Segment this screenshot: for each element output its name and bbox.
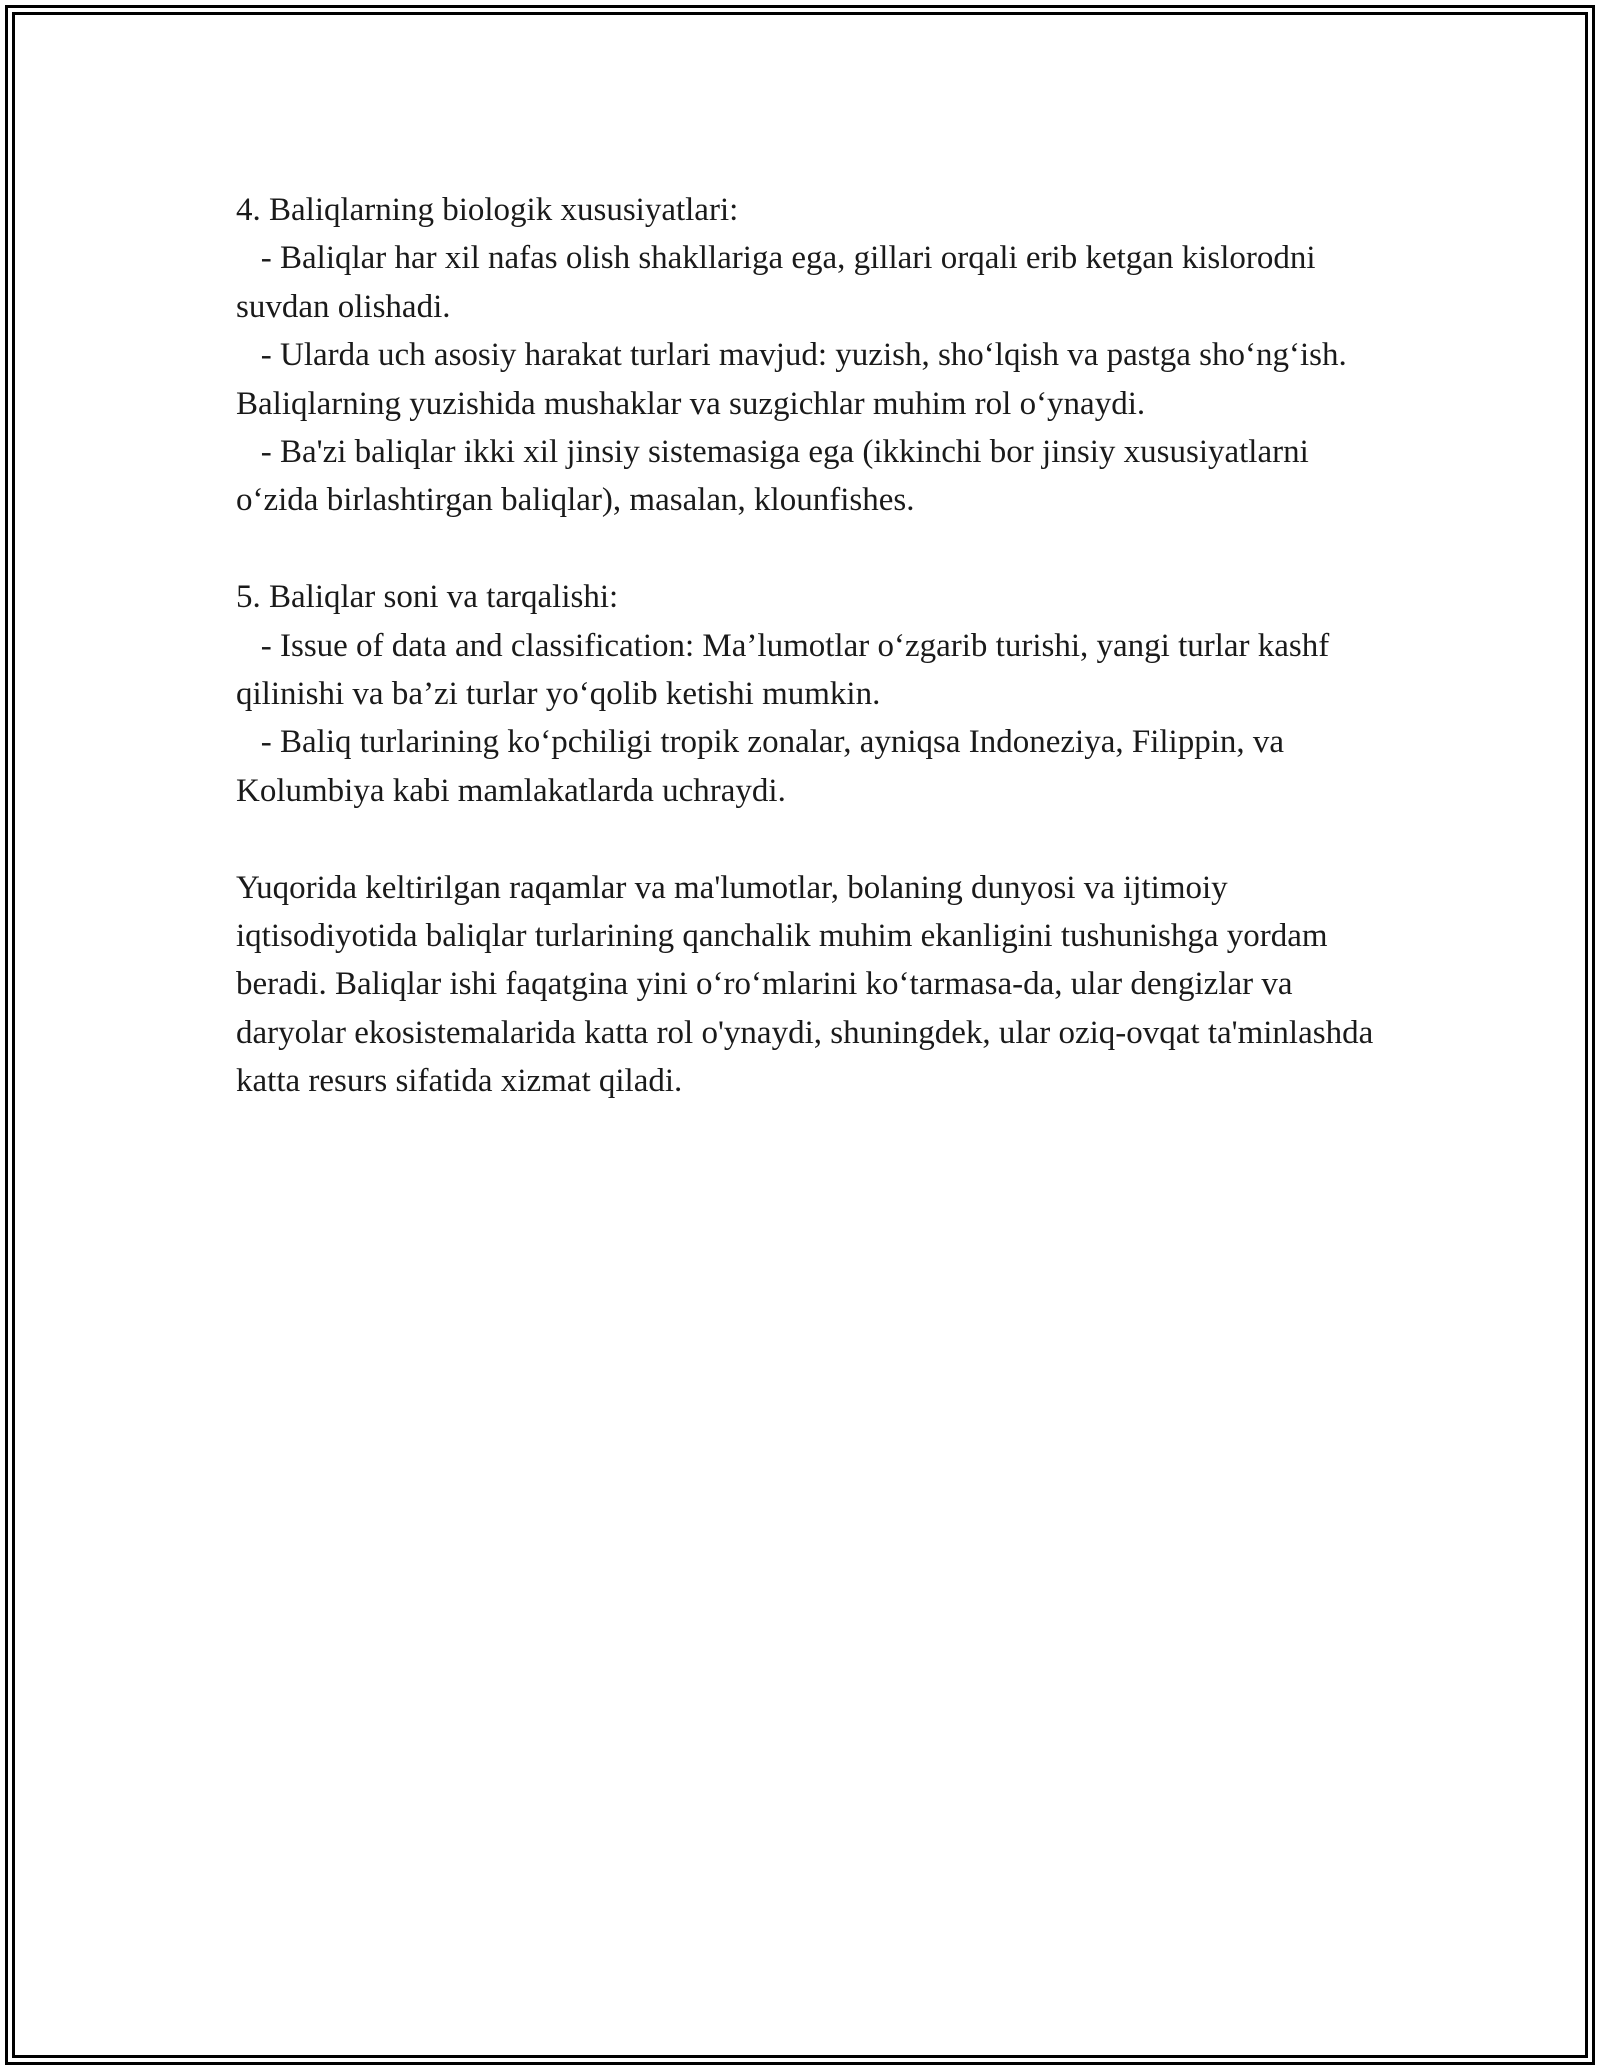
section-4-item-2: - Ularda uch asosiy harakat turlari mavjud: yuzish, sho‘lqish va pastga sho‘ng‘ish. Baliqlarning yuzishida mushaklar va suzgichlar muhim rol o‘ynaydi.	[236, 337, 1347, 422]
section-4-item-1: - Baliqlar har xil nafas olish shakllariga ega, gillari orqali erib ketgan kislorodni suvdan olishadi.	[236, 240, 1316, 325]
paragraph-spacer	[236, 525, 1386, 573]
section-5-item-2: - Baliq turlarining ko‘pchiligi tropik zonalar, ayniqsa Indoneziya, Filippin, va Kolumbiya kabi mamlakatlarda uchraydi.	[236, 724, 1285, 809]
section-5-heading: 5. Baliqlar soni va tarqalishi:	[236, 579, 619, 616]
section-5-item-1: - Issue of data and classification: Ma’lumotlar o‘zgarib turishi, yangi turlar kashf qilinishi va ba’zi turlar yo‘qolib ketishi mumkin.	[236, 627, 1330, 713]
conclusion-paragraph: Yuqorida keltirilgan raqamlar va ma'lumotlar, bolaning dunyosi va ijtimoiy iqtisodiyotida baliqlar turlarining qanchalik muhim ekanligini tushunishga yordam beradi. Baliqlar ishi faqatgina yini o‘ro‘mlarini ko‘tarmasa-da, ular dengizlar va daryolar ekosistemalarida katta rol o'ynaydi, shuningdek, ular oziq-ovqat ta'minlashda katta resurs sifatida xizmat qiladi.	[236, 869, 1374, 1100]
paragraph-spacer	[236, 815, 1386, 863]
document-body	[236, 186, 1386, 1106]
section-4-heading: 4. Baliqlarning biologik xususiyatlari:	[236, 192, 739, 228]
section-4-item-3: - Ba'zi baliqlar ikki xil jinsiy sistemasiga ega (ikkinchi bor jinsiy xususiyatlarni o‘zida birlashtirgan baliqlar), masalan, klounfishes.	[236, 434, 1309, 519]
